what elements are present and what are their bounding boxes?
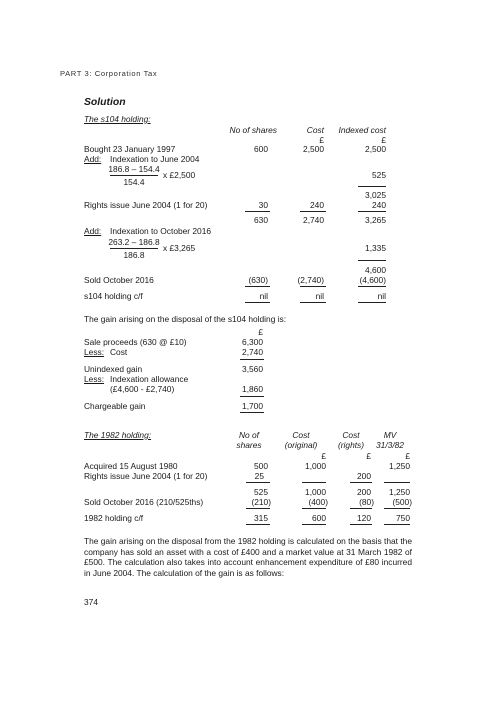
- total2-indexed: 3,265: [365, 215, 386, 225]
- h1982-rule-mv-1: [384, 482, 410, 483]
- cf-label: s104 holding c/f: [84, 291, 143, 301]
- allowance-label: Indexation allowance: [110, 374, 189, 384]
- rights-indexed: 240: [372, 200, 386, 210]
- h1982-unit-cost-orig: £: [321, 451, 326, 461]
- add-label-1: Add:: [84, 154, 102, 164]
- h1982-total-shares: 525: [254, 487, 268, 497]
- h1982-rule-shares-3: [246, 524, 270, 525]
- h1982-title: The 1982 holding:: [84, 430, 152, 440]
- h1982-col-cost-rights-1: Cost: [342, 430, 360, 440]
- running-header: PART 3: Corporation Tax: [60, 69, 158, 78]
- fraction-denominator-2: 186.8: [123, 250, 145, 260]
- cf-cost: nil: [315, 291, 324, 301]
- h1982-rights-cost-rights: 200: [357, 471, 371, 481]
- unit-indexed: £: [381, 135, 386, 145]
- indexation-label-1: Indexation to June 2004: [110, 154, 200, 164]
- subtotal3-indexed: 4,600: [365, 265, 386, 275]
- rule-cost-3: [300, 286, 326, 287]
- proceeds-value: 6,300: [242, 337, 263, 347]
- chargeable-label: Chargeable gain: [84, 401, 146, 411]
- h1982-col-mv-2: 31/3/82: [376, 440, 404, 450]
- fraction-multiplier-2: x £3,265: [163, 243, 196, 253]
- fraction-bar-1: [110, 175, 158, 176]
- rule-gain-1: [240, 359, 264, 360]
- h1982-rule-shares-2: [246, 508, 270, 509]
- allowance-value: 1,860: [242, 384, 263, 394]
- h1982-rule-cost-rights-1: [350, 482, 372, 483]
- bought-cost: 2,500: [303, 144, 324, 154]
- h1982-col-mv-1: MV: [383, 430, 397, 440]
- rule-indexed-3: [358, 260, 386, 261]
- sold-shares: (630): [248, 275, 268, 285]
- col-header-cost: Cost: [306, 125, 324, 135]
- h1982-sold-cost-orig: (400): [308, 497, 328, 507]
- rule-shares-2: [245, 211, 270, 212]
- sold-label: Sold October 2016: [84, 275, 154, 285]
- rule-cost-2: [300, 211, 326, 212]
- less-label-2: Less:: [84, 374, 105, 384]
- acquired-mv: 1,250: [389, 461, 410, 471]
- h1982-rule-cost-orig-3: [302, 524, 326, 525]
- less-cost-label: Cost: [110, 347, 128, 357]
- closing-paragraph: The gain arising on the disposal from the 1982 holding is calculated on the basis that the company has sold an asset with a cost of £400 and a market value at 31 March 1982 of £500. The calculation also takes into account enhancement expenditure of £80 incurred in June 2004. The calculation of the gain is as follows:: [84, 536, 412, 578]
- total2-shares: 630: [254, 215, 268, 225]
- h1982-col-cost-orig-2: (original): [284, 440, 318, 450]
- h1982-cf-shares: 315: [254, 513, 268, 523]
- gain-unit: £: [258, 327, 263, 337]
- h1982-rule-shares-1: [246, 482, 270, 483]
- h1982-rights-shares: 25: [254, 471, 264, 481]
- col-header-indexed: Indexed cost: [338, 125, 386, 135]
- cf-shares: nil: [259, 291, 268, 301]
- h1982-sold-mv: (500): [392, 497, 412, 507]
- rights-shares: 30: [258, 200, 268, 210]
- rights-cost: 240: [310, 200, 324, 210]
- h1982-col-cost-orig-1: Cost: [292, 430, 310, 440]
- rule-indexed-2: [358, 211, 386, 212]
- acquired-shares: 500: [254, 461, 268, 471]
- rule-indexed-1: [358, 186, 386, 187]
- fraction-multiplier-1: x £2,500: [163, 170, 196, 180]
- index2-indexed: 1,335: [365, 243, 386, 253]
- h1982-rule-mv-3: [384, 524, 410, 525]
- h1982-rule-cost-orig-2: [302, 508, 326, 509]
- proceeds-label: Sale proceeds (630 @ £10): [84, 337, 187, 347]
- fraction-denominator-1: 154.4: [123, 177, 145, 187]
- h1982-unit-mv: £: [405, 451, 410, 461]
- rule-indexed-5: [358, 302, 386, 303]
- rule-shares-3: [245, 286, 270, 287]
- h1982-col-shares-2: shares: [236, 440, 262, 450]
- bought-shares: 600: [254, 144, 268, 154]
- bought-indexed: 2,500: [365, 144, 386, 154]
- total2-cost: 2,740: [303, 215, 324, 225]
- rule-shares-4: [245, 302, 270, 303]
- unindexed-value: 3,560: [242, 364, 263, 374]
- acquired-label: Acquired 15 August 1980: [84, 461, 178, 471]
- unindexed-label: Unindexed gain: [84, 364, 143, 374]
- h1982-unit-cost-rights: £: [366, 451, 371, 461]
- h1982-rule-cost-rights-2: [350, 508, 372, 509]
- h1982-col-shares-1: No of: [238, 430, 260, 440]
- h1982-sold-shares: (210): [251, 497, 271, 507]
- solution-heading: Solution: [84, 97, 126, 108]
- fraction-numerator-1: 186.8 – 154.4: [108, 164, 160, 174]
- h1982-rule-cost-orig-1: [302, 482, 326, 483]
- rule-indexed-4: [358, 286, 386, 287]
- h1982-cf-cost-orig: 600: [312, 513, 326, 523]
- sold-indexed: (4,600): [359, 275, 386, 285]
- fraction-numerator-2: 263.2 – 186.8: [108, 237, 160, 247]
- rule-gain-3: [240, 412, 264, 413]
- h1982-rights-label: Rights issue June 2004 (1 for 20): [84, 471, 208, 481]
- unit-cost: £: [319, 135, 324, 145]
- sold-cost: (2,740): [297, 275, 324, 285]
- h1982-cf-cost-rights: 120: [357, 513, 371, 523]
- h1982-col-cost-rights-2: (rights): [337, 440, 365, 450]
- less-cost-value: 2,740: [242, 347, 263, 357]
- gain-intro: The gain arising on the disposal of the s104 holding is:: [84, 314, 287, 324]
- bought-label: Bought 23 January 1997: [84, 144, 176, 154]
- col-header-shares: No of shares: [229, 125, 277, 135]
- fraction-bar-2: [110, 248, 158, 249]
- h1982-sold-cost-rights: (80): [359, 497, 374, 507]
- subtotal1-indexed: 3,025: [365, 190, 386, 200]
- add-label-2: Add:: [84, 226, 102, 236]
- s104-title: The s104 holding:: [84, 114, 151, 124]
- allowance-sub: (£4,600 - £2,740): [110, 384, 175, 394]
- index1-indexed: 525: [372, 170, 386, 180]
- h1982-sold-label: Sold October 2016 (210/525ths): [84, 497, 204, 507]
- rights-label: Rights issue June 2004 (1 for 20): [84, 200, 208, 210]
- rule-gain-2: [240, 396, 264, 397]
- chargeable-value: 1,700: [242, 401, 263, 411]
- h1982-rule-cost-rights-3: [350, 524, 372, 525]
- h1982-cf-label: 1982 holding c/f: [84, 513, 144, 523]
- acquired-cost-orig: 1,000: [305, 461, 326, 471]
- rule-cost-4: [300, 302, 326, 303]
- page-number: 374: [84, 597, 98, 607]
- h1982-cf-mv: 750: [396, 513, 410, 523]
- cf-indexed: nil: [377, 291, 386, 301]
- less-label-1: Less:: [84, 347, 105, 357]
- h1982-total-cost-rights: 200: [357, 487, 371, 497]
- h1982-total-cost-orig: 1,000: [305, 487, 326, 497]
- h1982-total-mv: 1,250: [389, 487, 410, 497]
- h1982-rule-mv-2: [384, 508, 410, 509]
- indexation-label-2: Indexation to October 2016: [110, 226, 212, 236]
